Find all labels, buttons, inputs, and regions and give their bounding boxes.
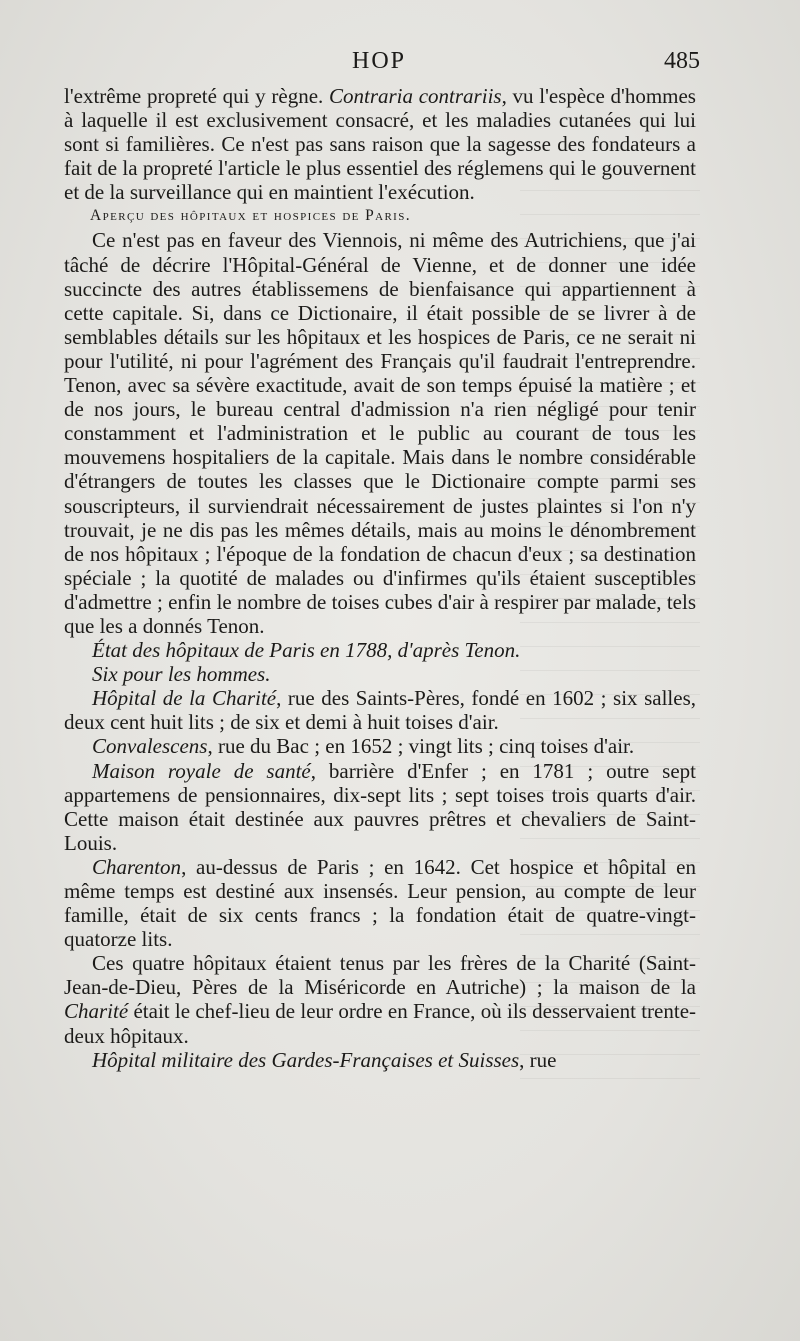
entry-text: , rue du Bac ; en 1652 ; vingt lits ; cinq toises d'air. (207, 734, 635, 759)
entry-text: , rue des Saints-Pères, fondé en 1602 ; six salles, deux cent huit lits ; de six et demi à huit toises d'air. (64, 686, 696, 735)
entry-name: Hôpital militaire des Gardes-Françaises et Suisses (92, 1047, 520, 1072)
paragraph-freres (64, 951, 696, 1047)
entry-charenton (64, 855, 696, 951)
page-header (64, 44, 700, 84)
entry-name: Charenton (92, 854, 182, 879)
text: , vu l'espèce d'hommes à laquelle il est exclusivement consacré, et les maladies cutanées qui lui sont si familières. Ce n'est pas sans raison que la sagesse des fondateurs a fait de la propreté l'article le plus essentiel des réglemens qui le gouvernent et de la surveillance qui en maintient l'exécution. (64, 84, 696, 205)
subheading-men: Six pour les hommes. (92, 662, 271, 687)
text: Ces quatre hôpitaux étaient tenus par les frères de la Charité (Saint-Jean-de-Dieu, Pères de la Miséricorde en Autriche) ; la maison de la (64, 951, 696, 1000)
table-title: État des hôpitaux de Paris en 1788, d'après Tenon. (92, 638, 521, 663)
entry-name: Hôpital de la Charité (92, 686, 277, 711)
text: était le chef-lieu de leur ordre en France, où ils desservaient trente-deux hôpitaux. (64, 999, 696, 1048)
page-number: 485 (664, 48, 700, 74)
paragraph-propreté (64, 84, 696, 204)
text: l'extrême propreté qui y règne. (64, 84, 324, 108)
entry-text: , au-dessus de Paris ; en 1642. Cet hospice et hôpital en même temps est destiné aux insensés. Leur pension, au compte de leur famille, était de six cents francs ; la fondation était de quatre-vingt-quatorze lits. (64, 854, 696, 952)
page-body (64, 84, 696, 1214)
italic-word: Charité (64, 999, 129, 1024)
paragraph-introduction: Ce n'est pas en faveur des Viennois, ni même des Autrichiens, que j'ai tâché de décrire l'Hôpital-Général de Vienne, et de donner une idée succincte des autres établissemens de bienfaisance qui appartiennent à cette capitale. Si, dans ce Dictionaire, il était possible de se livrer à de semblables détails sur les hôpitaux et les hospices de Paris, ce ne serait ni pour l'utilité, ni pour l'agrément des Français qu'il faudrait l'entreprendre. Tenon, avec sa sévère exactitude, avait de son temps épuisé la matière ; et de nos jours, le bureau central d'admission n'a rien négligé pour tenir constamment et l'administration et le public au courant de tous les mouvemens hospitaliers de la capitale. Mais dans le nombre considérable d'étrangers de toutes les classes que le Dictionaire compte parmi ses souscripteurs, il surviendrait nécessairement de justes plaintes si l'on n'y trouvait, je ne dis pas les mêmes détails, mais au moins le dénombrement de nos hôpitaux ; l'époque de la fondation de chacun d'eux ; sa destination spéciale ; la quotité de malades ou d'infirmes qu'ils étaient susceptibles d'admettre ; enfin le nombre de toises cubes d'air à respirer par malade, tels que les a donnés Tenon. (64, 228, 696, 638)
entry-name: Convalescens (92, 734, 208, 759)
entry-maison-royale (64, 759, 696, 855)
entry-militaire (64, 1048, 696, 1072)
entry-name: Maison royale de santé (92, 758, 311, 783)
entry-text: , rue (519, 1047, 557, 1072)
entry-text: , barrière d'Enfer ; en 1781 ; outre sept appartemens de pensionnaires, dix-sept lits ; sept toises trois quarts d'air. Cette maison était destinée aux pauvres prêtres et chevaliers de Saint-Louis. (64, 758, 696, 855)
italic-phrase: Contraria contrariis (329, 84, 502, 108)
entry-convalescens (64, 734, 696, 758)
running-head: HOP (351, 48, 406, 74)
entry-charite (64, 686, 696, 734)
section-heading: Aperçu des hôpitaux et hospices de Paris. (90, 207, 412, 225)
